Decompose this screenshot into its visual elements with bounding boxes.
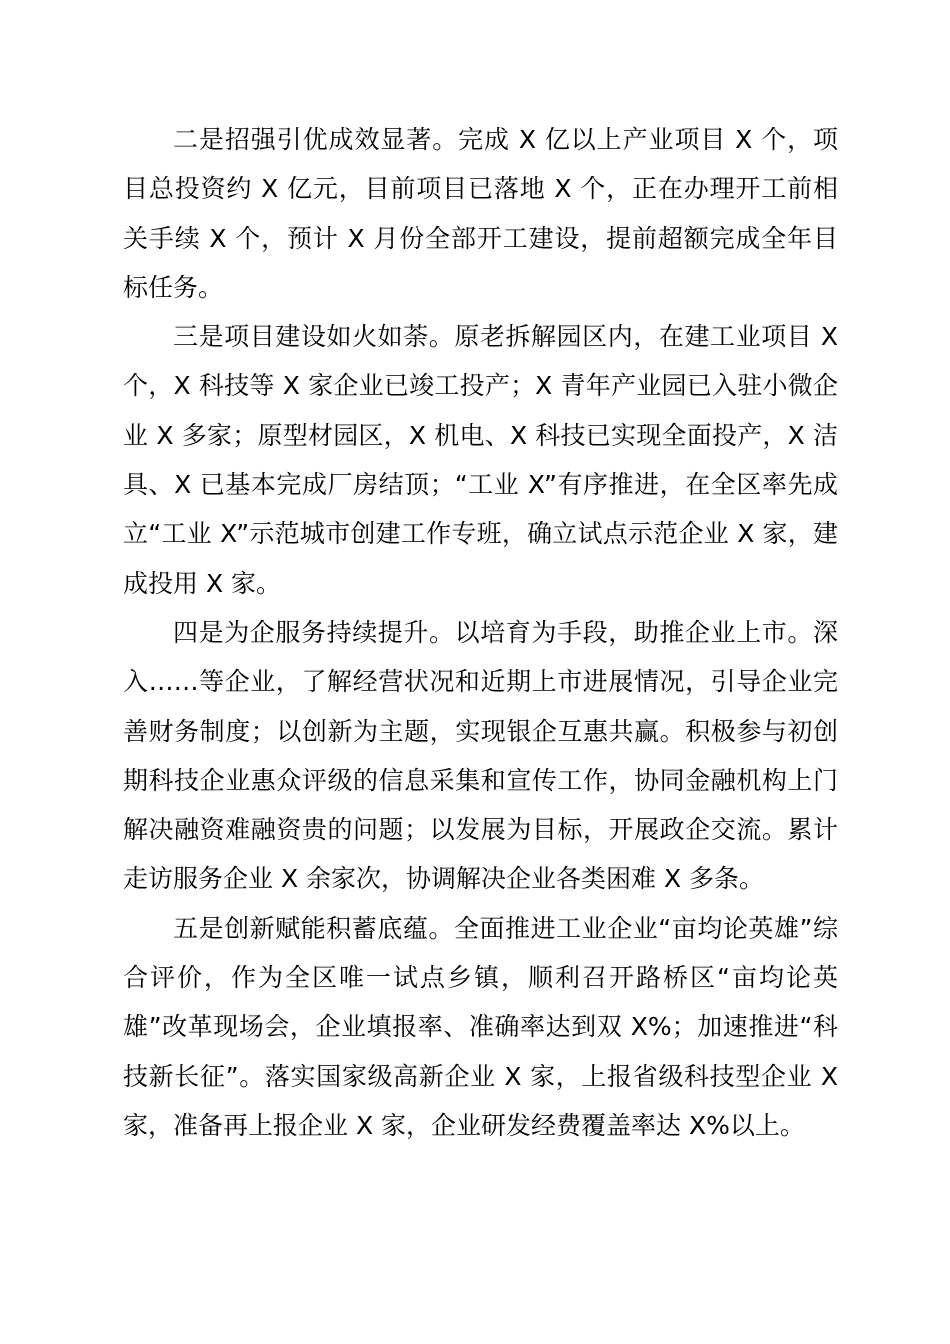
- paragraph-innovation: 五是创新赋能积蓄底蕴。全面推进工业企业“亩均论英雄”综合评价，作为全区唯一试点乡镇，顺利召开路桥区“亩均论英雄”改革现场会，企业填报率、准确率达到双 X%；加速推进“科技新长征”。落实国家级高新企业 X 家，上报省级科技型企业 X 家，准备再上报企业 X 家，企业研发经费覆盖率达 X%以上。: [123, 913, 838, 1140]
- paragraph-project-construction: 三是项目建设如火如荼。原老拆解园区内，在建工业项目 X 个，X 科技等 X 家企业已竣工投产；X 青年产业园已入驻小微企业 X 多家；原型材园区，X 机电、X 科技已实现全面投产，X 洁具、X 已基本完成厂房结顶；“工业 X”有序推进，在全区率先成立“工业 X”示范城市创建工作专班，确立试点示范企业 X 家，建成投用 X 家。: [123, 322, 838, 598]
- paragraph-enterprise-service: 四是为企服务持续提升。以培育为手段，助推企业上市。深入……等企业，了解经营状况和近期上市进展情况，引导企业完善财务制度；以创新为主题，实现银企互惠共赢。积极参与初创期科技企业惠众评级的信息采集和宣传工作，协同金融机构上门解决融资难融资贵的问题；以发展为目标，开展政企交流。累计走访服务企业 X 余家次，协调解决企业各类困难 X 多条。: [123, 617, 838, 894]
- document-body: [123, 115, 838, 1150]
- paragraph-investment: 二是招强引优成效显著。完成 X 亿以上产业项目 X 个，项目总投资约 X 亿元，目前项目已落地 X 个，正在办理开工前相关手续 X 个，预计 X 月份全部开工建设，提前超额完成全年目标任务。: [123, 125, 838, 302]
